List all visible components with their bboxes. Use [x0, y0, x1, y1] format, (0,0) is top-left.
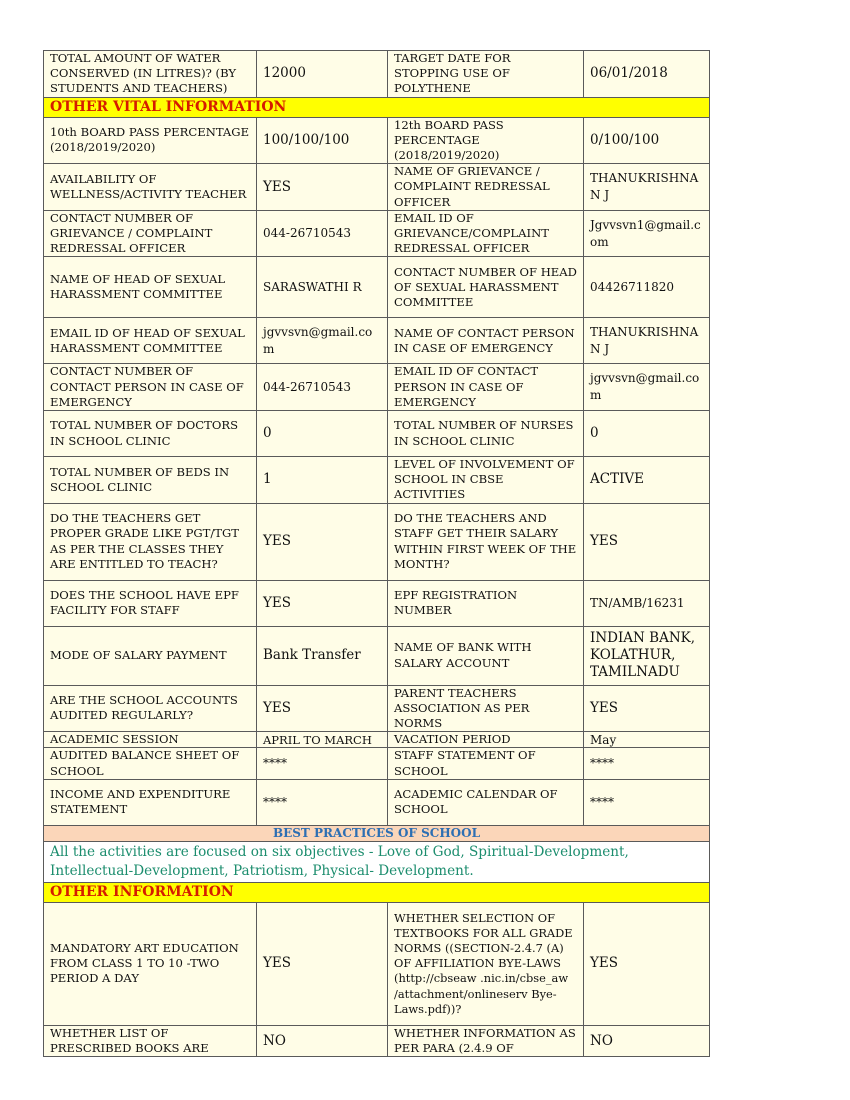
field-value: May — [584, 732, 710, 748]
field-label: INCOME AND EXPENDITURE STATEMENT — [44, 779, 257, 825]
field-label: ACADEMIC SESSION — [44, 732, 257, 748]
field-label: CONTACT NUMBER OF CONTACT PERSON IN CASE OF EMERGENCY — [44, 364, 257, 411]
field-value: 04426711820 — [584, 257, 710, 318]
field-value: **** — [257, 779, 388, 825]
field-label: DOES THE SCHOOL HAVE EPF FACILITY FOR STAFF — [44, 580, 257, 626]
field-label: AUDITED BALANCE SHEET OF SCHOOL — [44, 748, 257, 779]
table-row — [44, 457, 710, 504]
field-value: 1 — [257, 457, 388, 504]
field-label: LEVEL OF INVOLVEMENT OF SCHOOL IN CBSE ACTIVITIES — [388, 457, 584, 504]
field-value: YES — [584, 685, 710, 732]
field-value: **** — [257, 748, 388, 779]
field-value: INDIAN BANK, KOLATHUR, TAMILNADU — [584, 626, 710, 685]
field-label: TOTAL NUMBER OF NURSES IN SCHOOL CLINIC — [388, 411, 584, 457]
field-value: THANUKRISHNAN J — [584, 318, 710, 364]
field-label: NAME OF GRIEVANCE / COMPLAINT REDRESSAL OFFICER — [388, 164, 584, 211]
table-row — [44, 164, 710, 211]
table-row — [44, 732, 710, 748]
field-value: THANUKRISHNAN J — [584, 164, 710, 211]
section-header — [44, 882, 710, 902]
best-practices-text: All the activities are focused on six objectives - Love of God, Spiritual-Development, Intellectual-Development, Patriotism, Physical- Development. — [44, 841, 710, 882]
field-value: **** — [584, 779, 710, 825]
field-label: STAFF STATEMENT OF SCHOOL — [388, 748, 584, 779]
field-label: CONTACT NUMBER OF HEAD OF SEXUAL HARASSMENT COMMITTEE — [388, 257, 584, 318]
table-row — [44, 503, 710, 580]
field-label: EMAIL ID OF HEAD OF SEXUAL HARASSMENT COMMITTEE — [44, 318, 257, 364]
field-label: MODE OF SALARY PAYMENT — [44, 626, 257, 685]
field-value: YES — [257, 580, 388, 626]
table-row — [44, 685, 710, 732]
field-value: NO — [584, 1025, 710, 1056]
field-label: TOTAL NUMBER OF BEDS IN SCHOOL CLINIC — [44, 457, 257, 504]
field-value: 044-26710543 — [257, 210, 388, 257]
field-label: 10th BOARD PASS PERCENTAGE (2018/2019/2020) — [44, 117, 257, 164]
table-row — [44, 411, 710, 457]
field-value: YES — [584, 902, 710, 1025]
field-label: AVAILABILITY OF WELLNESS/ACTIVITY TEACHER — [44, 164, 257, 211]
table-row — [44, 748, 710, 779]
field-label: DO THE TEACHERS AND STAFF GET THEIR SALARY WITHIN FIRST WEEK OF THE MONTH? — [388, 503, 584, 580]
field-label: NAME OF BANK WITH SALARY ACCOUNT — [388, 626, 584, 685]
field-label: EMAIL ID OF GRIEVANCE/COMPLAINT REDRESSAL OFFICER — [388, 210, 584, 257]
field-value: YES — [584, 503, 710, 580]
field-label: NAME OF HEAD OF SEXUAL HARASSMENT COMMITTEE — [44, 257, 257, 318]
school-info-table — [43, 50, 710, 1057]
table-row — [44, 210, 710, 257]
field-label: WHETHER SELECTION OF TEXTBOOKS FOR ALL GRADE NORMS ((SECTION-2.4.7 (A) OF AFFILIATION BYE-LAWS (http://cbseaw .nic.in/cbse_aw /attachment/onlineserv Bye-Laws.pdf))? — [388, 902, 584, 1025]
section-header — [44, 97, 710, 117]
table-row — [44, 902, 710, 1025]
field-value: YES — [257, 902, 388, 1025]
field-value: 0/100/100 — [584, 117, 710, 164]
table-row — [44, 626, 710, 685]
best-practices-header — [44, 825, 710, 841]
field-label: PARENT TEACHERS ASSOCIATION AS PER NORMS — [388, 685, 584, 732]
field-label: 12th BOARD PASS PERCENTAGE (2018/2019/2020) — [388, 117, 584, 164]
field-label: TARGET DATE FOR STOPPING USE OF POLYTHENE — [388, 51, 584, 98]
field-value: 100/100/100 — [257, 117, 388, 164]
table-row — [44, 117, 710, 164]
field-value: jgvvsvn@gmail.com — [584, 364, 710, 411]
field-value: APRIL TO MARCH — [257, 732, 388, 748]
table-row — [44, 51, 710, 98]
field-value: ACTIVE — [584, 457, 710, 504]
best-practices-title: BEST PRACTICES OF SCHOOL — [44, 825, 710, 841]
field-label: NAME OF CONTACT PERSON IN CASE OF EMERGENCY — [388, 318, 584, 364]
field-value: YES — [257, 503, 388, 580]
field-value: 06/01/2018 — [584, 51, 710, 98]
field-label: DO THE TEACHERS GET PROPER GRADE LIKE PGT/TGT AS PER THE CLASSES THEY ARE ENTITLED TO TEACH? — [44, 503, 257, 580]
best-practices-row — [44, 841, 710, 882]
field-value: jgvvsvn@gmail.com — [257, 318, 388, 364]
field-value: Jgvvsvn1@gmail.com — [584, 210, 710, 257]
field-label: ARE THE SCHOOL ACCOUNTS AUDITED REGULARLY? — [44, 685, 257, 732]
table-row — [44, 257, 710, 318]
field-label: MANDATORY ART EDUCATION FROM CLASS 1 TO 10 -TWO PERIOD A DAY — [44, 902, 257, 1025]
table-row — [44, 364, 710, 411]
field-label: WHETHER LIST OF PRESCRIBED BOOKS ARE — [44, 1025, 257, 1056]
field-value: 044-26710543 — [257, 364, 388, 411]
field-label: EPF REGISTRATION NUMBER — [388, 580, 584, 626]
field-label: VACATION PERIOD — [388, 732, 584, 748]
field-value: NO — [257, 1025, 388, 1056]
field-label: EMAIL ID OF CONTACT PERSON IN CASE OF EMERGENCY — [388, 364, 584, 411]
field-label: ACADEMIC CALENDAR OF SCHOOL — [388, 779, 584, 825]
section-title: OTHER VITAL INFORMATION — [44, 97, 710, 117]
field-label: CONTACT NUMBER OF GRIEVANCE / COMPLAINT REDRESSAL OFFICER — [44, 210, 257, 257]
table-row — [44, 779, 710, 825]
section-title: OTHER INFORMATION — [44, 882, 710, 902]
field-value: 12000 — [257, 51, 388, 98]
field-value: SARASWATHI R — [257, 257, 388, 318]
table-row — [44, 318, 710, 364]
table-row — [44, 1025, 710, 1056]
field-value: TN/AMB/16231 — [584, 580, 710, 626]
field-value: 0 — [257, 411, 388, 457]
field-value: YES — [257, 685, 388, 732]
field-value: 0 — [584, 411, 710, 457]
field-label: TOTAL AMOUNT OF WATER CONSERVED (IN LITRES)? (BY STUDENTS AND TEACHERS) — [44, 51, 257, 98]
table-row — [44, 580, 710, 626]
field-label: TOTAL NUMBER OF DOCTORS IN SCHOOL CLINIC — [44, 411, 257, 457]
field-value: YES — [257, 164, 388, 211]
field-label: WHETHER INFORMATION AS PER PARA (2.4.9 OF — [388, 1025, 584, 1056]
field-value: Bank Transfer — [257, 626, 388, 685]
field-value: **** — [584, 748, 710, 779]
